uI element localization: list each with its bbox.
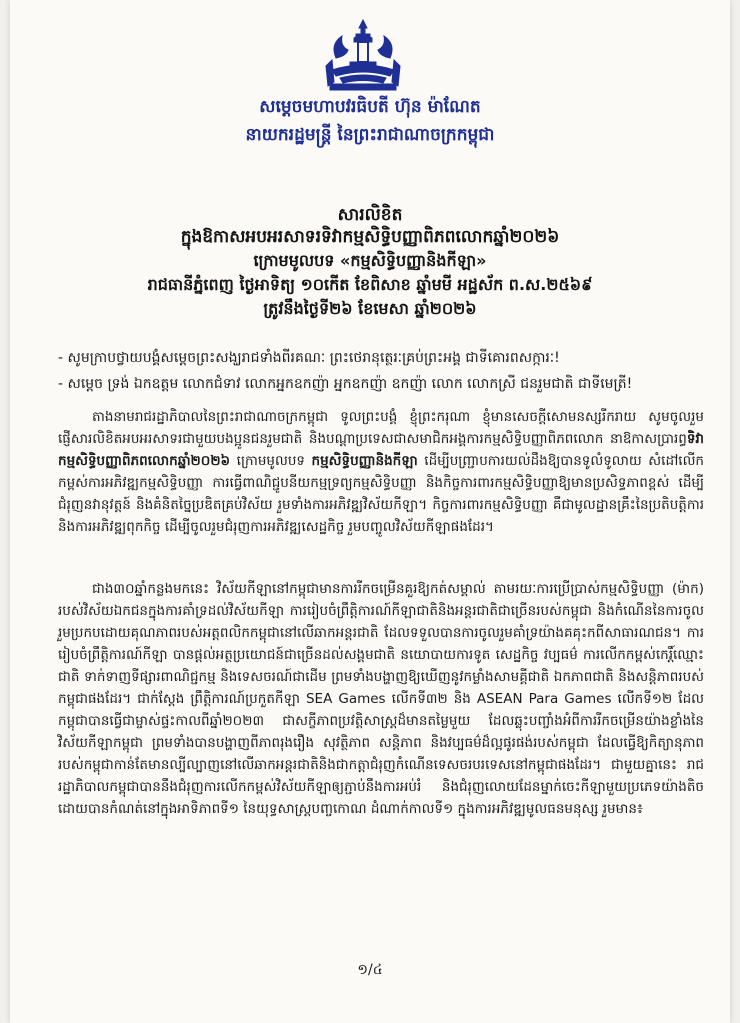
letter-title: សារលិខិត [337, 205, 403, 225]
page-number: ១/៤ [357, 962, 383, 978]
letter-subject: ក្នុងឱកាសអបអរសាទរទិវាកម្មសិទ្ធិបញ្ញាពិភពលោកឆ្នាំ២០២៦ [180, 227, 560, 247]
paragraph-1: តាងនាមរាជរដ្ឋាភិបាលនៃព្រះរាជាណាចក្រកម្ពុជា ទូលព្រះបង្គំ ខ្ញុំព្រះករុណា ខ្ញុំមានសេចក្ដីសោមនស្សរីករាយ សូមចូលរួមផ្ញើសារលិខិតអបអរសាទរជាមួយបងប្អូនជនរួមជាតិ និងបណ្ដាប្រទេសជាសមាជិកអង្គការកម្មសិទ្ធិបញ្ញាពិភពលោក នាឱកាសប្រារព្ធទិវាកម្មសិទ្ធិបញ្ញាពិភពលោកឆ្នាំ២០២៦ ក្រោមមូលបទ កម្មសិទ្ធិបញ្ញានិងកីឡា ដើម្បីបញ្ជ្រាបការយល់ដឹងឱ្យបានទូលំទូលាយ សំដៅលើកកម្ពស់ការអភិវឌ្ឍកម្មសិទ្ធិបញ្ញា ការធ្វើពាណិជ្ជូបនីយកម្មទ្រព្យកម្មសិទ្ធិបញ្ញា និងកិច្ចការពារកម្មសិទ្ធិបញ្ញាឱ្យមានប្រសិទ្ធភាពខ្ពស់ ដើម្បីជំរុញនវានុវត្តន៍ និងគំនិតច្នៃប្រឌិតគ្រប់វិស័យ រួមទាំងការអភិវឌ្ឍវិស័យកីឡា។ កិច្ចការពារកម្មសិទ្ធិបញ្ញា គឺជាមូលដ្ឋានគ្រឹះនៃប្រតិបត្តិការនិងការអភិវឌ្ឍពុកកិច្ច ដើម្បីចូលរួមជំរុញការអភិវឌ្ឍសេដ្ឋកិច្ច រួមបញ្ចូលវិស័យកីឡាផងដែរ។ [58, 409, 705, 535]
sender-name: សម្ដេចមហាបវរធិបតី ហ៊ុន ម៉ាណែត [259, 97, 481, 117]
paragraph-2: ជាង៣០ឆ្នាំកន្លងមកនេះ វិស័យកីឡានៅកម្ពុជាមានការរីកចម្រើនគួរឱ្យកត់សម្គាល់ តាមរយៈការប្រើប្រាស់កម្មសិទ្ធិបញ្ញា (ម៉ាក) របស់វិស័យឯកជនក្នុងការគាំទ្រដល់វិស័យកីឡា ការរៀបចំព្រឹត្តិការណ៍កីឡាជាតិនិងអន្តរជាតិជាច្រើនរបស់កម្ពុជា និងកំណើននៃការចូលរួមប្រកបដោយគុណភាពរបស់អត្តពលិកកម្ពុជានៅលើឆាកអន្តរជាតិ ដែលទទួលបានការចូលរួមគាំទ្រយ៉ាងគគុះកពីសាធារណជន។ ការរៀបចំព្រឹត្តិការណ៍កីឡា បានផ្ដល់អត្ថប្រយោជន៍ជាច្រើនដល់សង្គមជាតិ នយោបាយការទូត សេដ្ឋកិច្ច វប្បធម៌ ការលើកកម្ពស់កេរ្តិ៍ឈ្មោះជាតិ ទាក់ទាញទីផ្សារពាណិជ្ជកម្ម និងទេសចរណ៍ជាដើម ព្រមទាំងបង្ហាញឱ្យឃើញនូវកម្លាំងសាមគ្គីជាតិ ឯកភាពជាតិ និងសន្តិភាពរបស់កម្ពុជាផងដែរ។ ជាក់ស្ដែង ព្រឹត្តិការណ៍ប្រកួតកីឡា SEA Games លើកទី៣២ និង ASEAN Para Games លើកទី១២ ដែលកម្ពុជាបានធ្វើជាម្ចាស់ផ្ទះកាលពីឆ្នាំ២០២៣ ជាសក្ខីភាពប្រវត្តិសាស្ត្រដ៏មានតម្លៃមួយ ដែលឆ្លុះបញ្ចាំងអំពីការរីកចម្រើនយ៉ាងខ្លាំងនៃវិស័យកីឡាកម្ពុជា ព្រមទាំងបានបង្ហាញពីភាពរុងរឿង សុវត្ថិភាព សន្តិភាព និងវប្បធម៌ដ៏ល្អផូរផង់របស់កម្ពុជា ដែលធ្វើឱ្យកិត្យានុភាពរបស់កម្ពុជាកាន់តែមានល្បីល្បាញនៅលើឆាកអន្តរជាតិនិងជាកត្តាជំរុញកំណើនទេសចរបរទេសនៅកម្ពុជាផងដែរ។ ជាមួយគ្នានេះ រាជរដ្ឋាភិបាលកម្ពុជាបាននឹងជំរុញការលើកកម្ពស់វិស័យកីឡាឲ្យភ្ជាប់នឹងការអប់រំ និងជំរុញលោយដែនម្នាក់ចេះកីឡាមួយប្រភេទយ៉ាងតិច ដោយបានកំណត់នៅក្នុងអាទិភាពទី១ នៃយុទ្ធសាស្ត្របញ្ចកោណ ដំណាក់កាលទី១ ក្នុងការអភិវឌ្ឍមូលធនមនុស្ស រួមមាន៖ [58, 581, 704, 817]
letter-lunar-date: រាជធានីភ្នំពេញ ថ្ងៃអាទិត្យ ១០កើត ខែពិសាខ ឆ្នាំមមី អដ្ឋស័ក ព.ស.២៥៦៩ [147, 275, 593, 294]
letter-theme: ក្រោមមូលបទ «កម្មសិទ្ធិបញ្ញានិងកីឡា» [253, 251, 487, 270]
sender-role: នាយករដ្ឋមន្ត្រី នៃព្រះរាជាណាចក្រកម្ពុជា [245, 125, 495, 145]
bold-day-title: ទិវាកម្មសិទ្ធិបញ្ញាពិភពលោកឆ្នាំ២០២៦ [58, 431, 704, 469]
letter-date: ត្រូវនឹងថ្ងៃទី២៦ ខែមេសា ឆ្នាំ២០២៦ [263, 299, 477, 318]
salutation-dignitaries: - សម្ដេច ទ្រង់ ឯកឧត្តម លោកជំទាវ លោកអ្នកឧកញ៉ា អ្នកឧកញ៉ា ឧកញ៉ា លោក លោកស្រី ជនរួមជាតិ ជាទីមេត្រី! [58, 376, 633, 392]
salutation-clergy: - សូមក្រាបថ្វាយបង្គំសម្ដេចព្រះសង្ឃរាជទាំងពីរគណៈ ព្រះថេរានុត្ថេរៈគ្រប់ព្រះអង្គ ជាទីគោរពសក្ការៈ! [58, 350, 560, 366]
bold-theme: កម្មសិទ្ធិបញ្ញានិងកីឡា [311, 453, 418, 469]
royal-coat-of-arms-icon [318, 18, 408, 96]
